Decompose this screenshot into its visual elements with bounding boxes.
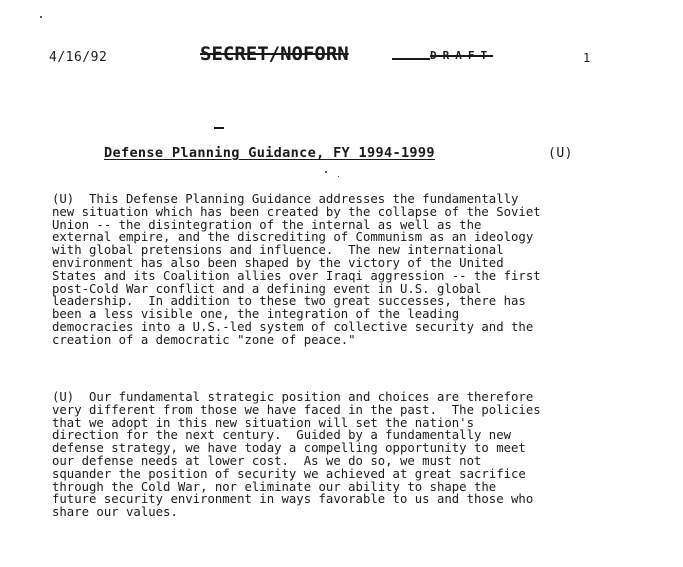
document-title: Defense Planning Guidance, FY 1994-1999 xyxy=(104,145,435,161)
paragraph-line: squander the position of security we achieved at great sacrifice xyxy=(52,466,526,481)
title-classification: (U) xyxy=(548,146,573,161)
draft-marking: DRAFT xyxy=(430,49,494,62)
paragraph-line: share our values. xyxy=(52,505,178,520)
paragraph-line: (U) This Defense Planning Guidance addresses the fundamentally xyxy=(52,192,519,206)
paragraph-line: post-Cold War conflict and a defining event in U.S. global xyxy=(52,281,482,296)
dash-mark xyxy=(214,127,224,129)
paragraph-line: (U) Our fundamental strategic position and choices are therefore xyxy=(52,390,534,404)
paragraph-line: very different from those we have faced in the past. The policies xyxy=(52,402,541,417)
paragraph-line: been a less visible one, the integration of the leading xyxy=(52,307,460,322)
paragraph-line: through the Cold War, nor eliminate our ability to shape the xyxy=(52,479,497,494)
paragraph-line: defense strategy, we have today a compelling opportunity to meet xyxy=(52,441,526,456)
paragraph-line: new situation which has been created by the collapse of the Soviet xyxy=(52,204,541,219)
paragraph-line: States and its Coalition allies over Iraqi aggression -- the first xyxy=(52,268,541,283)
paragraph-line: future security environment in ways favorable to us and those who xyxy=(52,492,534,507)
page-number: 1 xyxy=(583,51,591,65)
classification-marking: SECRET/NOFORN xyxy=(200,43,349,65)
paragraph-line: Union -- the disintegration of the internal as well as the xyxy=(52,217,482,232)
paragraph-1 xyxy=(52,193,652,347)
paragraph-line: democracies into a U.S.-led system of collective security and the xyxy=(52,319,534,334)
paragraph-line: with global pretensions and influence. The new international xyxy=(52,243,504,258)
paragraph-line: external empire, and the discrediting of Communism as an ideology xyxy=(52,230,534,245)
document-date: 4/16/92 xyxy=(49,50,108,65)
paragraph-line: environment has also been shaped by the victory of the United xyxy=(52,255,504,270)
paragraph-line: leadership. In addition to these two great successes, there has xyxy=(52,294,526,309)
paragraph-2 xyxy=(52,391,652,519)
strikethrough-line xyxy=(392,58,430,60)
paragraph-line: our defense needs at lower cost. As we do so, we must not xyxy=(52,453,482,468)
scan-speck xyxy=(40,16,42,18)
scan-speck xyxy=(325,171,327,173)
scan-speck xyxy=(338,176,339,177)
paragraph-line: creation of a democratic "zone of peace." xyxy=(52,332,356,347)
paragraph-line: direction for the next century. Guided by a fundamentally new xyxy=(52,428,512,443)
paragraph-line: that we adopt in this new situation will set the nation's xyxy=(52,415,474,430)
